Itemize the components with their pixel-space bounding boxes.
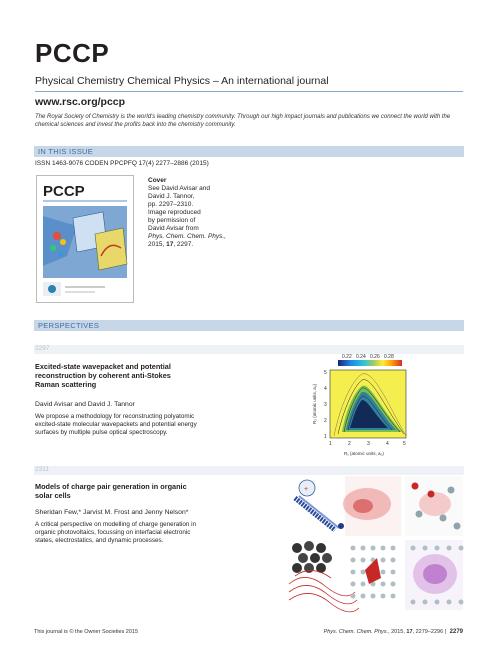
journal-name: Physical Chemistry Chemical Physics – An international journal	[35, 75, 329, 87]
wavepacket-figure	[300, 352, 450, 462]
rsc-blurb: The Royal Society of Chemistry is the world's leading chemistry community. Through our high impact journals and publications we connect the world with the chemical sciences and invest the profits back into the chemistry community.	[35, 114, 451, 128]
y-tick: 1	[324, 434, 327, 440]
article-abstract	[35, 521, 260, 545]
article-authors: Sheridan Few,* Jarvist M. Frost and Jenny Nelson*	[35, 509, 189, 516]
cover-image[interactable]	[36, 175, 134, 303]
abstract-line: We propose a methodology for reconstructing polyatomic	[35, 413, 195, 420]
footer-pages: , 2279–2296	[412, 629, 444, 635]
article-authors: David Avisar and David J. Tannor	[35, 401, 135, 408]
colorbar-tick: 0.24	[356, 354, 366, 360]
perspectives-bar	[34, 320, 464, 331]
footer-volume: 17	[406, 629, 413, 635]
journal-url-link[interactable]: www.rsc.org/pccp	[35, 96, 126, 108]
abstract-line: excited-state molecular wavepackets and potential energy	[35, 421, 197, 428]
colorbar-tick: 0.26	[370, 354, 380, 360]
x-tick: 2	[348, 441, 351, 447]
colorbar-tick: 0.28	[384, 354, 394, 360]
cover-line: David J. Tannor,	[148, 193, 195, 200]
article-title-line: Models of charge pair generation in organic	[35, 482, 187, 491]
x-tick: 5	[403, 441, 406, 447]
abstract-line: states, electrostatics, and dynamic processes.	[35, 537, 164, 544]
cover-line: David Avisar from	[148, 225, 199, 232]
article-title-line: Excited-state wavepacket and potential	[35, 362, 171, 371]
cover-cite-volume: 17	[166, 241, 174, 248]
grid-panel-3	[351, 546, 396, 599]
spheres-panel	[289, 541, 359, 612]
cover-title: Cover	[148, 177, 167, 184]
y-tick: 4	[324, 386, 327, 392]
cover-caption	[148, 177, 258, 249]
in-this-issue-heading: IN THIS ISSUE	[38, 147, 94, 156]
y-tick: 5	[324, 370, 327, 376]
cover-cite-page: , 2297.	[173, 241, 194, 248]
article-abstract	[35, 413, 260, 437]
y-tick: 3	[324, 402, 327, 408]
grid-panel-2	[405, 476, 463, 536]
abstract-line: organic photovoltaics, focussing on interfacial electronic	[35, 529, 191, 536]
x-axis-label: R₁ (atomic units, a₀)	[344, 451, 384, 456]
cover-logo-text: PCCP	[43, 183, 85, 200]
cover-cite-year: 2015,	[148, 241, 167, 248]
header-divider	[35, 91, 463, 92]
colorbar-tick: 0.22	[342, 354, 352, 360]
cover-illustration	[37, 176, 133, 302]
x-tick: 1	[329, 441, 332, 447]
grid-panel-1	[343, 476, 401, 536]
x-tick: 4	[386, 441, 389, 447]
journal-logo: PCCP	[35, 38, 110, 68]
article-title[interactable]	[35, 362, 265, 389]
cover-line: Image reproduced	[148, 209, 201, 216]
colorbar	[338, 360, 402, 366]
footer-separator: |	[444, 629, 447, 635]
charge-pair-figure	[285, 474, 465, 614]
article-title-line: reconstruction by coherent anti-Stokes	[35, 371, 171, 380]
cover-journal-cite: Phys. Chem. Chem. Phys.,	[148, 233, 227, 240]
abstract-line: A critical perspective on modelling of charge generation in	[35, 521, 197, 528]
footer-citation	[324, 629, 463, 635]
article-title-line: Raman scattering	[35, 380, 97, 389]
y-axis-label: R₂ (atomic units, a₀)	[312, 383, 317, 424]
x-tick: 3	[367, 441, 370, 447]
abstract-line: surfaces by multiple pulse optical spectroscopy.	[35, 429, 168, 436]
article-page-number: 2311	[35, 466, 49, 473]
y-tick: 2	[324, 418, 327, 424]
cover-line: pp. 2297–2310.	[148, 201, 194, 208]
perspectives-heading: PERSPECTIVES	[38, 321, 100, 330]
article-title-line: solar cells	[35, 491, 71, 500]
article-page-number: 2297	[35, 345, 50, 352]
grid-panel-4	[405, 540, 464, 610]
article-title[interactable]	[35, 482, 265, 500]
in-this-issue-bar	[34, 146, 464, 157]
svg-text:+: +	[304, 486, 309, 493]
molecule-panel	[295, 480, 344, 530]
page-number: 2279	[449, 629, 463, 635]
cover-line: See David Avisar and	[148, 185, 211, 192]
footer-journal: Phys. Chem. Chem. Phys.	[323, 629, 389, 635]
footer-copyright: This journal is © the Owner Societies 2015	[34, 629, 139, 635]
footer-year: , 2015,	[388, 629, 407, 635]
issue-info: ISSN 1463-9076 CODEN PPCPFQ 17(4) 2277–2886 (2015)	[35, 160, 209, 167]
cover-line: by permission of	[148, 217, 196, 224]
